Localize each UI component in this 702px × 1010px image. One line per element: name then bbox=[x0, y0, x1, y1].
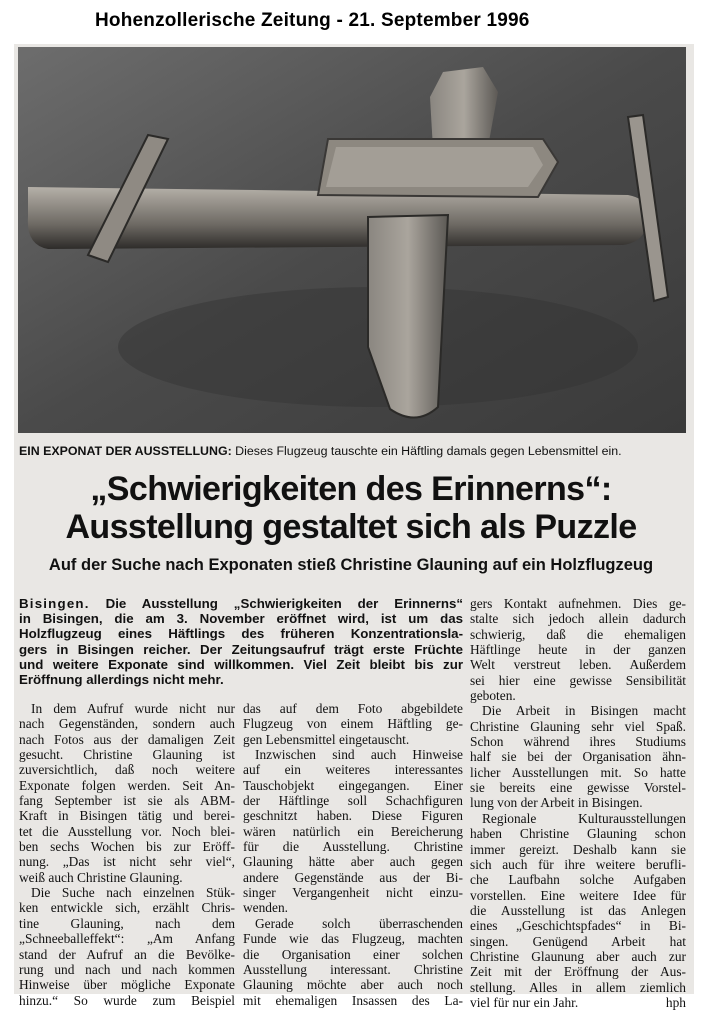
text-line: wären natürlich ein Bereicherung bbox=[243, 823, 463, 839]
text-line: das auf dem Foto abgebildete bbox=[243, 701, 463, 716]
text-line: nach Fotos aus der damaligen Zeit bbox=[19, 731, 235, 747]
text-line: zuversichtlich, daß noch weitere bbox=[19, 762, 235, 778]
text-line: Regionale Kulturausstellungen bbox=[482, 810, 686, 826]
lead-line: Eröffnung allerdings nicht mehr. bbox=[19, 672, 224, 688]
text-line: haben Christine Glauning schon bbox=[470, 826, 686, 842]
text-line: gesucht. Christine Glauning ist bbox=[19, 747, 235, 763]
text-line: viel für nur ein Jahr. bbox=[470, 994, 579, 1010]
text-line: Exponate folgen werden. Seit An- bbox=[19, 777, 235, 793]
text-line: wenden. bbox=[243, 900, 288, 916]
lead-line: Holzflugzeug eines Häftlings des früheren Konzentrationsla- bbox=[19, 626, 463, 642]
text-line: vorstellen. Eine weitere Idee für bbox=[470, 887, 686, 903]
text-line: Christine Glauning sehr viel Spaß. bbox=[470, 718, 686, 734]
text-line: sei hier eine gewisse Sensibilität bbox=[470, 672, 686, 688]
text-line: lung von der Arbeit in Bisingen. bbox=[470, 795, 643, 811]
text-line: immer gereizt. Deshalb kann sie bbox=[470, 841, 686, 857]
text-line: für die Ausstellung. Christine bbox=[243, 839, 463, 855]
text-line: Tauschobjekt eingegangen. Einer bbox=[243, 777, 463, 793]
text-line: nung. „Das ist nicht sehr viel“, bbox=[19, 854, 235, 870]
article-column-2 bbox=[243, 701, 463, 1008]
text-line: rung und nach und nach kommen bbox=[19, 961, 235, 977]
text-line: stalte sich jedoch allein dadurch bbox=[470, 611, 686, 627]
text-line: ben sechs Wochen bis zur Eröff- bbox=[19, 839, 235, 855]
text-line: tine Glauning, nach dem bbox=[19, 915, 235, 931]
text-line: Häftlinge heute in der ganzen bbox=[470, 642, 686, 658]
text-line: Die Suche nach einzelnen Stük- bbox=[31, 885, 235, 901]
text-line: hinzu.“ So wurde zum Beispiel bbox=[19, 992, 235, 1008]
text-line: fang September ist sie als ABM- bbox=[19, 793, 235, 809]
text-line: singen. Genügend Arbeit hat bbox=[470, 933, 686, 949]
text-line: die Organisation einer solchen bbox=[243, 946, 463, 962]
text-line: auf ein weiteres interessantes bbox=[243, 762, 463, 778]
dateline: Bisingen. bbox=[19, 596, 90, 611]
text-line: Zeit mit der Eröffnung der Aus- bbox=[470, 964, 686, 980]
text-line: andere Gegenstände aus der Bi- bbox=[243, 869, 463, 885]
text-line: Hinweise über mögliche Exponate bbox=[19, 977, 235, 993]
article-photo bbox=[18, 47, 686, 433]
text-line: „Schneeballeffekt“: „Am Anfang bbox=[19, 931, 235, 947]
text-line: Gerade solch überraschenden bbox=[255, 915, 463, 931]
airplane-photo bbox=[18, 47, 686, 433]
text-line: stellung. Alles in allem ziemlich bbox=[470, 979, 686, 995]
text-line: der Häftlinge soll Schachfiguren bbox=[243, 793, 463, 809]
text-line: die Ausstellung ist das Anlegen bbox=[470, 902, 686, 918]
text-line: Christine Glaunung aber auch zur bbox=[470, 948, 686, 964]
text-line-final bbox=[470, 995, 686, 1010]
article-column-3 bbox=[470, 596, 686, 1010]
article-column-1 bbox=[19, 701, 235, 1008]
lead-line: gers in Bisingen reicher. Der Zeitungsaufruf trägt erste Früchte bbox=[19, 641, 463, 657]
text-line: mit ehemaligen Insassen des La- bbox=[243, 992, 463, 1008]
text-line: Flugzeug von einem Häftling ge- bbox=[243, 716, 463, 732]
text-line: sie bereits eine gewisse Vorstel- bbox=[470, 780, 686, 796]
source-header: Hohenzollerische Zeitung - 21. September 1996 bbox=[95, 10, 530, 31]
byline: hph bbox=[665, 994, 686, 1010]
text-line: Die Arbeit in Bisingen macht bbox=[482, 703, 686, 719]
text-line: Schon während ihres Studiums bbox=[470, 734, 686, 750]
caption-text: Dieses Flugzeug tauschte ein Häftling damals gegen Lebensmittel ein. bbox=[235, 444, 622, 458]
lead-paragraph bbox=[19, 596, 463, 687]
lead-line: Die Ausstellung „Schwierigkeiten der Erinnerns“ bbox=[89, 596, 463, 611]
text-line: stand der Aufruf an die Bevölke- bbox=[19, 946, 235, 962]
text-line: Kraft in Bisingen tätig und berei- bbox=[19, 808, 235, 824]
text-line: In dem Aufruf wurde nicht nur bbox=[31, 701, 235, 716]
text-line: gers Kontakt aufnehmen. Dies ge- bbox=[470, 596, 686, 611]
text-line: ken entwickle sich, erzählt Chris- bbox=[19, 900, 235, 916]
text-line: geschnitzt haben. Diese Figuren bbox=[243, 808, 463, 824]
headline-line-1: „Schwierigkeiten des Erinnerns“: bbox=[90, 470, 612, 508]
text-line: Ausstellung interessant. Christine bbox=[243, 961, 463, 977]
text-line: licher Ausstellungen mit. So hatte bbox=[470, 764, 686, 780]
text-line: che Laufbahn solche Aufgaben bbox=[470, 872, 686, 888]
text-line: Glauning möchte aber auch noch bbox=[243, 977, 463, 993]
caption-label: EIN EXPONAT DER AUSSTELLUNG: bbox=[19, 444, 232, 458]
text-line: half sie bei der Organisation ähn- bbox=[470, 749, 686, 765]
text-line: singer Vergangenheit nicht einzu- bbox=[243, 885, 463, 901]
text-line: weiß auch Christine Glauning. bbox=[19, 869, 183, 885]
text-line: Glauning hätte aber auch gegen bbox=[243, 854, 463, 870]
photo-caption bbox=[19, 444, 686, 458]
text-line: gen Lebensmittel eingetauscht. bbox=[243, 731, 410, 747]
text-line: sich auch für ihre weitere berufli- bbox=[470, 856, 686, 872]
text-line: Inzwischen sind auch Hinweise bbox=[255, 747, 463, 763]
text-line: nach Gegenständen, sondern auch bbox=[19, 716, 235, 732]
subheadline: Auf der Suche nach Exponaten stieß Christine Glauning auf ein Holzflugzeug bbox=[48, 556, 654, 574]
text-line: schwierig, daß die ehemaligen bbox=[470, 626, 686, 642]
lead-line: in Bisingen, die am 3. November eröffnet wird, ist um das bbox=[19, 611, 463, 627]
text-line: eines „Geschichtspfades“ in Bi- bbox=[470, 918, 686, 934]
lead-line: und weitere Exponate sind willkommen. Viel Zeit bleibt bis zur bbox=[19, 656, 463, 672]
text-line: tet die Ausstellung vor. Noch blei- bbox=[19, 823, 235, 839]
text-line: geboten. bbox=[470, 688, 516, 704]
text-line: Welt verstreut leben. Außerdem bbox=[470, 657, 686, 673]
text-line: Funde wie das Flugzeug, machten bbox=[243, 931, 463, 947]
headline-line-2: Ausstellung gestaltet sich als Puzzle bbox=[65, 508, 637, 546]
